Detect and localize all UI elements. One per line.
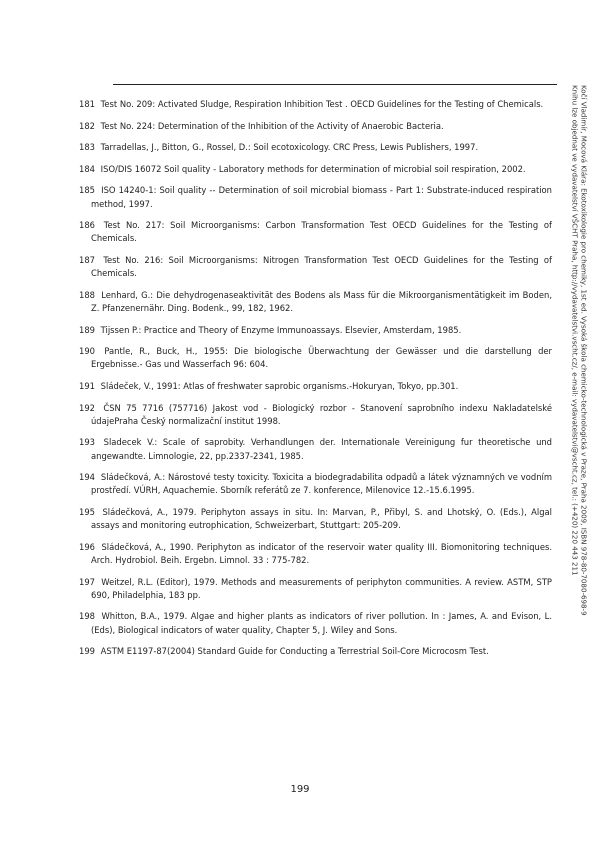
reference-item-182 [79,120,552,133]
reference-text: ISO 14240-1: Soil quality -- Determination of soil microbial biomass - Part 1: Substrate-induced respiration method, 1997. [91,185,552,209]
reference-list [79,98,552,667]
reference-item-198 [79,610,552,636]
reference-text: Tijssen P.: Practice and Theory of Enzyme Immunoassays. Elsevier, Amsterdam, 1985. [100,324,462,335]
reference-number: 187 [79,254,95,265]
reference-text: Pantle, R., Buck, H., 1955: Die biologische Überwachtung der Gewässer und die darstellung der Ergebnisse.- Gas und Wasserfach 96: 604. [91,346,552,370]
reference-item-188 [79,289,552,315]
reference-item-184 [79,163,552,176]
reference-item-196 [79,541,552,567]
reference-number: 186 [79,220,95,231]
reference-number: 182 [79,120,95,131]
reference-number: 194 [79,472,95,483]
reference-text: Whitton, B.A., 1979. Algae and higher plants as indicators of river pollution. In : James, A. and Evison, L. (Eds), Biological indicators of water quality, Chapter 5, J. Wiley and Sons. [91,611,552,635]
reference-text: Test No. 209: Activated Sludge, Respiration Inhibition Test . OECD Guidelines for the Testing of Chemicals. [100,99,544,109]
reference-text: ISO/DIS 16072 Soil quality - Laboratory methods for determination of microbial soil respiration, 2002. [100,163,526,174]
reference-text: Sládeček, V., 1991: Atlas of freshwater saprobic organisms.-Hokuryan, Tokyo, pp.301. [100,380,459,391]
page-number: 199 [290,784,310,795]
reference-text: Sládečková, A.: Nárostové testy toxicity. Toxicita a biodegradabilita odpadů a látek významných ve vodním prostředí. VÚRH, Aquachemie. Sborník referátů ze 7. konference, Milenovice 12.-15.6.1995. [91,472,552,496]
reference-number: 198 [79,611,95,622]
margin-note-order-info: Knihu lze objednat ve vydavatelství VŠCHT Praha, http://vydavatelstvi.vscht.cz/, e-mail: vydavatelstvi@vscht.cz, tel.: (+420) 220 443 211 [570,85,580,576]
rotated-margin-note [570,85,588,685]
reference-item-193 [79,436,552,462]
reference-text: ASTM E1197-87(2004) Standard Guide for Conducting a Terrestrial Soil-Core Microcosm Test. [100,646,489,657]
reference-text: Tarradellas, J., Bitton, G., Rossel, D.: Soil ecotoxicology. CRC Press, Lewis Publishers, 1997. [100,142,479,153]
reference-text: Test No. 224: Determination of the Inhibition of the Activity of Anaerobic Bacteria. [100,120,444,131]
reference-number: 184 [79,163,95,174]
reference-number: 199 [79,646,95,657]
reference-text: Sládečková, A., 1990. Periphyton as indicator of the reservoir water quality III. Biomonitoring techniques. Arch. Hydrobiol. Beih. Ergebn. Limnol. 33 : 775-782. [91,541,552,565]
reference-item-197 [79,576,552,602]
reference-text: Lenhard, G.: Die dehydrogenaseaktivität des Bodens als Mass für die Mikroorganismentätigkeit im Boden, Z. Pfanzenernähr. Ding. Bodenk., 99, 182, 1962. [91,289,552,313]
reference-item-190 [79,345,552,371]
reference-number: 197 [79,576,95,587]
reference-number: 191 [79,380,95,391]
reference-text: Weitzel, R.L. (Editor), 1979. Methods and measurements of periphyton communities. A review. ASTM, STP 690, Philadelphia, 183 pp. [91,576,552,600]
reference-number: 195 [79,506,95,517]
reference-number: 185 [79,185,95,196]
reference-number: 193 [79,437,95,448]
reference-number: 190 [79,346,95,357]
reference-item-187 [79,254,552,280]
reference-text: Test No. 216: Soil Microorganisms: Nitrogen Transformation Test OECD Guidelines for the Testing of Chemicals. [91,254,552,279]
reference-item-191 [79,380,552,393]
reference-number: 196 [79,541,95,552]
reference-text: ČSN 75 7716 (757716) Jakost vod - Biologický rozbor - Stanovení saprobního indexu Nakladatelské údajePraha Český normalizační institut 1998. [91,402,552,426]
reference-item-183 [79,141,552,154]
reference-item-186 [79,219,552,245]
reference-number: 188 [79,289,95,300]
reference-item-185 [79,184,552,210]
reference-item-192 [79,402,552,428]
reference-item-194 [79,471,552,497]
reference-number: 183 [79,142,95,153]
reference-text: Sladecek V.: Scale of saprobity. Verhandlungen der. Internationale Vereinigung fur theoretische und angewandte. Limnologie, 22, pp.2337-2341, 1985. [91,437,553,461]
reference-item-189 [79,324,552,337]
reference-number: 192 [79,402,95,413]
reference-text: Sládečková, A., 1979. Periphyton assays in situ. In: Marvan, P., Přibyl, S. and Lhotský, O. (Eds.), Algal assays and monitoring eutrophication, Schweizerbart, Stuttgart: 205-209. [91,506,552,531]
reference-number: 181 [79,99,95,109]
margin-note-citation: Kočí Vladimír, Mocová Klára: Ekotoxikologie pro chemiky, 1st ed. Vysoká škola chemicko-technologická v Praze, Praha 2009, ISBN 978-80-7080-698-9 [579,85,589,616]
reference-item-195 [79,506,552,532]
header-rule [113,84,557,85]
reference-text: Test No. 217: Soil Microorganisms: Carbon Transformation Test OECD Guidelines for the Testing of Chemicals. [91,220,552,244]
reference-item-199 [79,645,552,658]
reference-number: 189 [79,324,95,335]
reference-item-181 [79,98,552,111]
